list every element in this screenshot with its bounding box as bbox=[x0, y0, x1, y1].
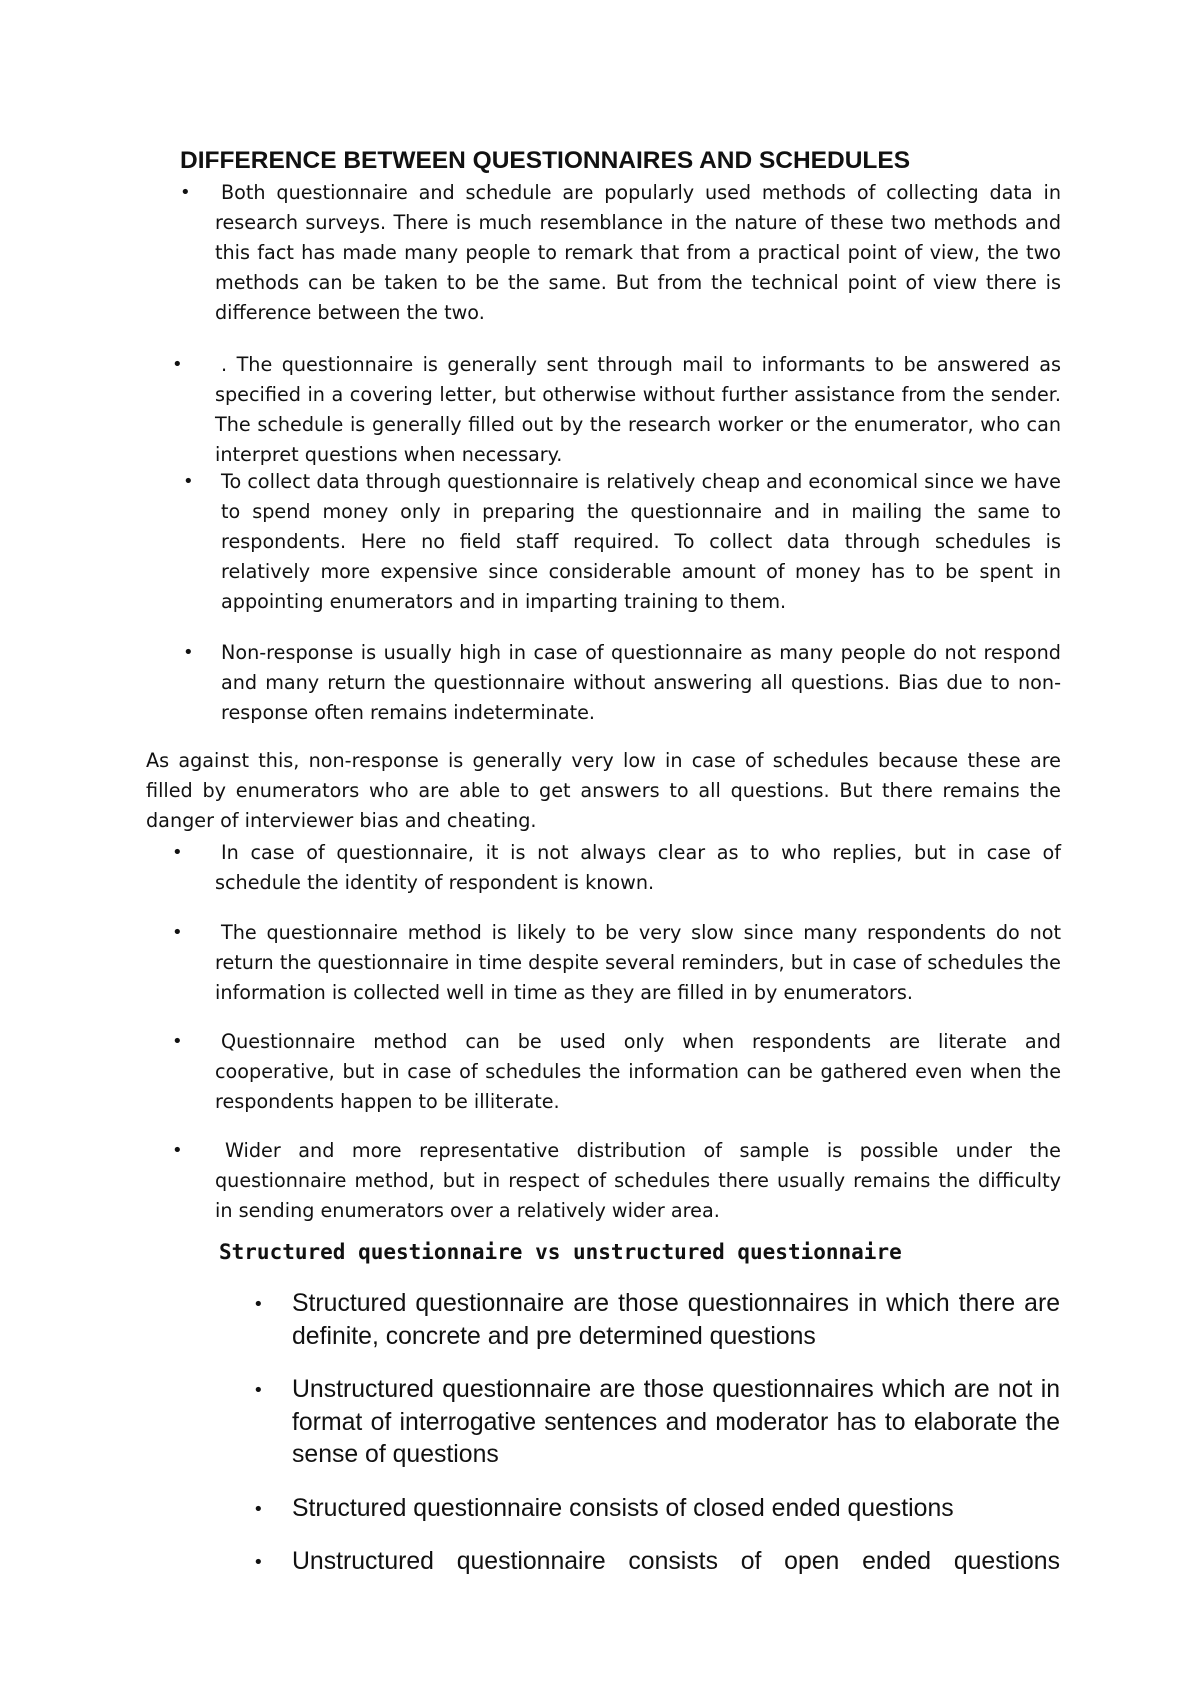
bullet-icon: • bbox=[180, 182, 191, 203]
body-paragraph: As against this, non-response is generally very low in case of schedules because these are filled by enumerators who are able to get answers to all questions. But there remains the danger of interviewer bias and cheating. bbox=[146, 749, 1061, 832]
list-item: To collect data through questionnaire is relatively cheap and economical since we have to spend money only in preparing the questionnaire and in mailing the same to respondents. Here no field staff required. To collect data through schedules is relatively more expensive since considerable amount of money has to be spent in appointing enumerators and in imparting training to them. bbox=[221, 470, 1061, 613]
list-item: Structured questionnaire are those questionnaires in which there are definite, concrete and pre determined questions bbox=[292, 1290, 1060, 1350]
bullet-icon: • bbox=[172, 842, 183, 863]
bullet-icon: • bbox=[183, 471, 194, 492]
list-item: In case of questionnaire, it is not always clear as to who replies, but in case of schedule the identity of respondent is known. bbox=[215, 841, 1061, 894]
bullet-icon: • bbox=[253, 1380, 264, 1401]
bullet-icon: • bbox=[183, 642, 194, 663]
list-item: Questionnaire method can be used only when respondents are literate and cooperative, but in case of schedules the information can be gathered even when the respondents happen to be illiterate. bbox=[215, 1030, 1061, 1113]
bullet-icon: • bbox=[253, 1294, 264, 1315]
bullet-icon: • bbox=[172, 354, 183, 375]
bullet-icon: • bbox=[172, 1031, 183, 1052]
list-item: The questionnaire method is likely to be very slow since many respondents do not return the questionnaire in time despite several reminders, but in case of schedules the information is collected well in time as they are filled in by enumerators. bbox=[215, 921, 1061, 1004]
list-item: Unstructured questionnaire are those questionnaires which are not in format of interrogative sentences and moderator has to elaborate the sense of questions bbox=[292, 1376, 1060, 1468]
bullet-icon: • bbox=[172, 1140, 183, 1161]
bullet-icon: • bbox=[172, 922, 183, 943]
section-heading: Structured questionnaire vs unstructured questionnaire bbox=[219, 1240, 902, 1264]
list-item: . The questionnaire is generally sent through mail to informants to be answered as specified in a covering letter, but otherwise without further assistance from the sender. The schedule is generally filled out by the research worker or the enumerator, who can interpret questions when necessary. bbox=[215, 353, 1061, 466]
bullet-icon: • bbox=[253, 1552, 264, 1573]
list-item: Both questionnaire and schedule are popularly used methods of collecting data in research surveys. There is much resemblance in the nature of these two methods and this fact has made many people to remark that from a practical point of view, the two methods can be taken to be the same. But from the technical point of view there is difference between the two. bbox=[215, 181, 1061, 324]
list-item: Non-response is usually high in case of questionnaire as many people do not respond and many return the questionnaire without answering all questions. Bias due to non-response often remains indeterminate. bbox=[221, 641, 1061, 724]
list-item: Wider and more representative distribution of sample is possible under the questionnaire method, but in respect of schedules there usually remains the difficulty in sending enumerators over a relatively wider area. bbox=[215, 1139, 1061, 1222]
bullet-icon: • bbox=[253, 1499, 264, 1520]
document-title: DIFFERENCE BETWEEN QUESTIONNAIRES AND SCHEDULES bbox=[180, 147, 911, 174]
list-item: Structured questionnaire consists of closed ended questions bbox=[292, 1495, 954, 1522]
list-item: Unstructured questionnaire consists of open ended questions bbox=[292, 1548, 1060, 1575]
